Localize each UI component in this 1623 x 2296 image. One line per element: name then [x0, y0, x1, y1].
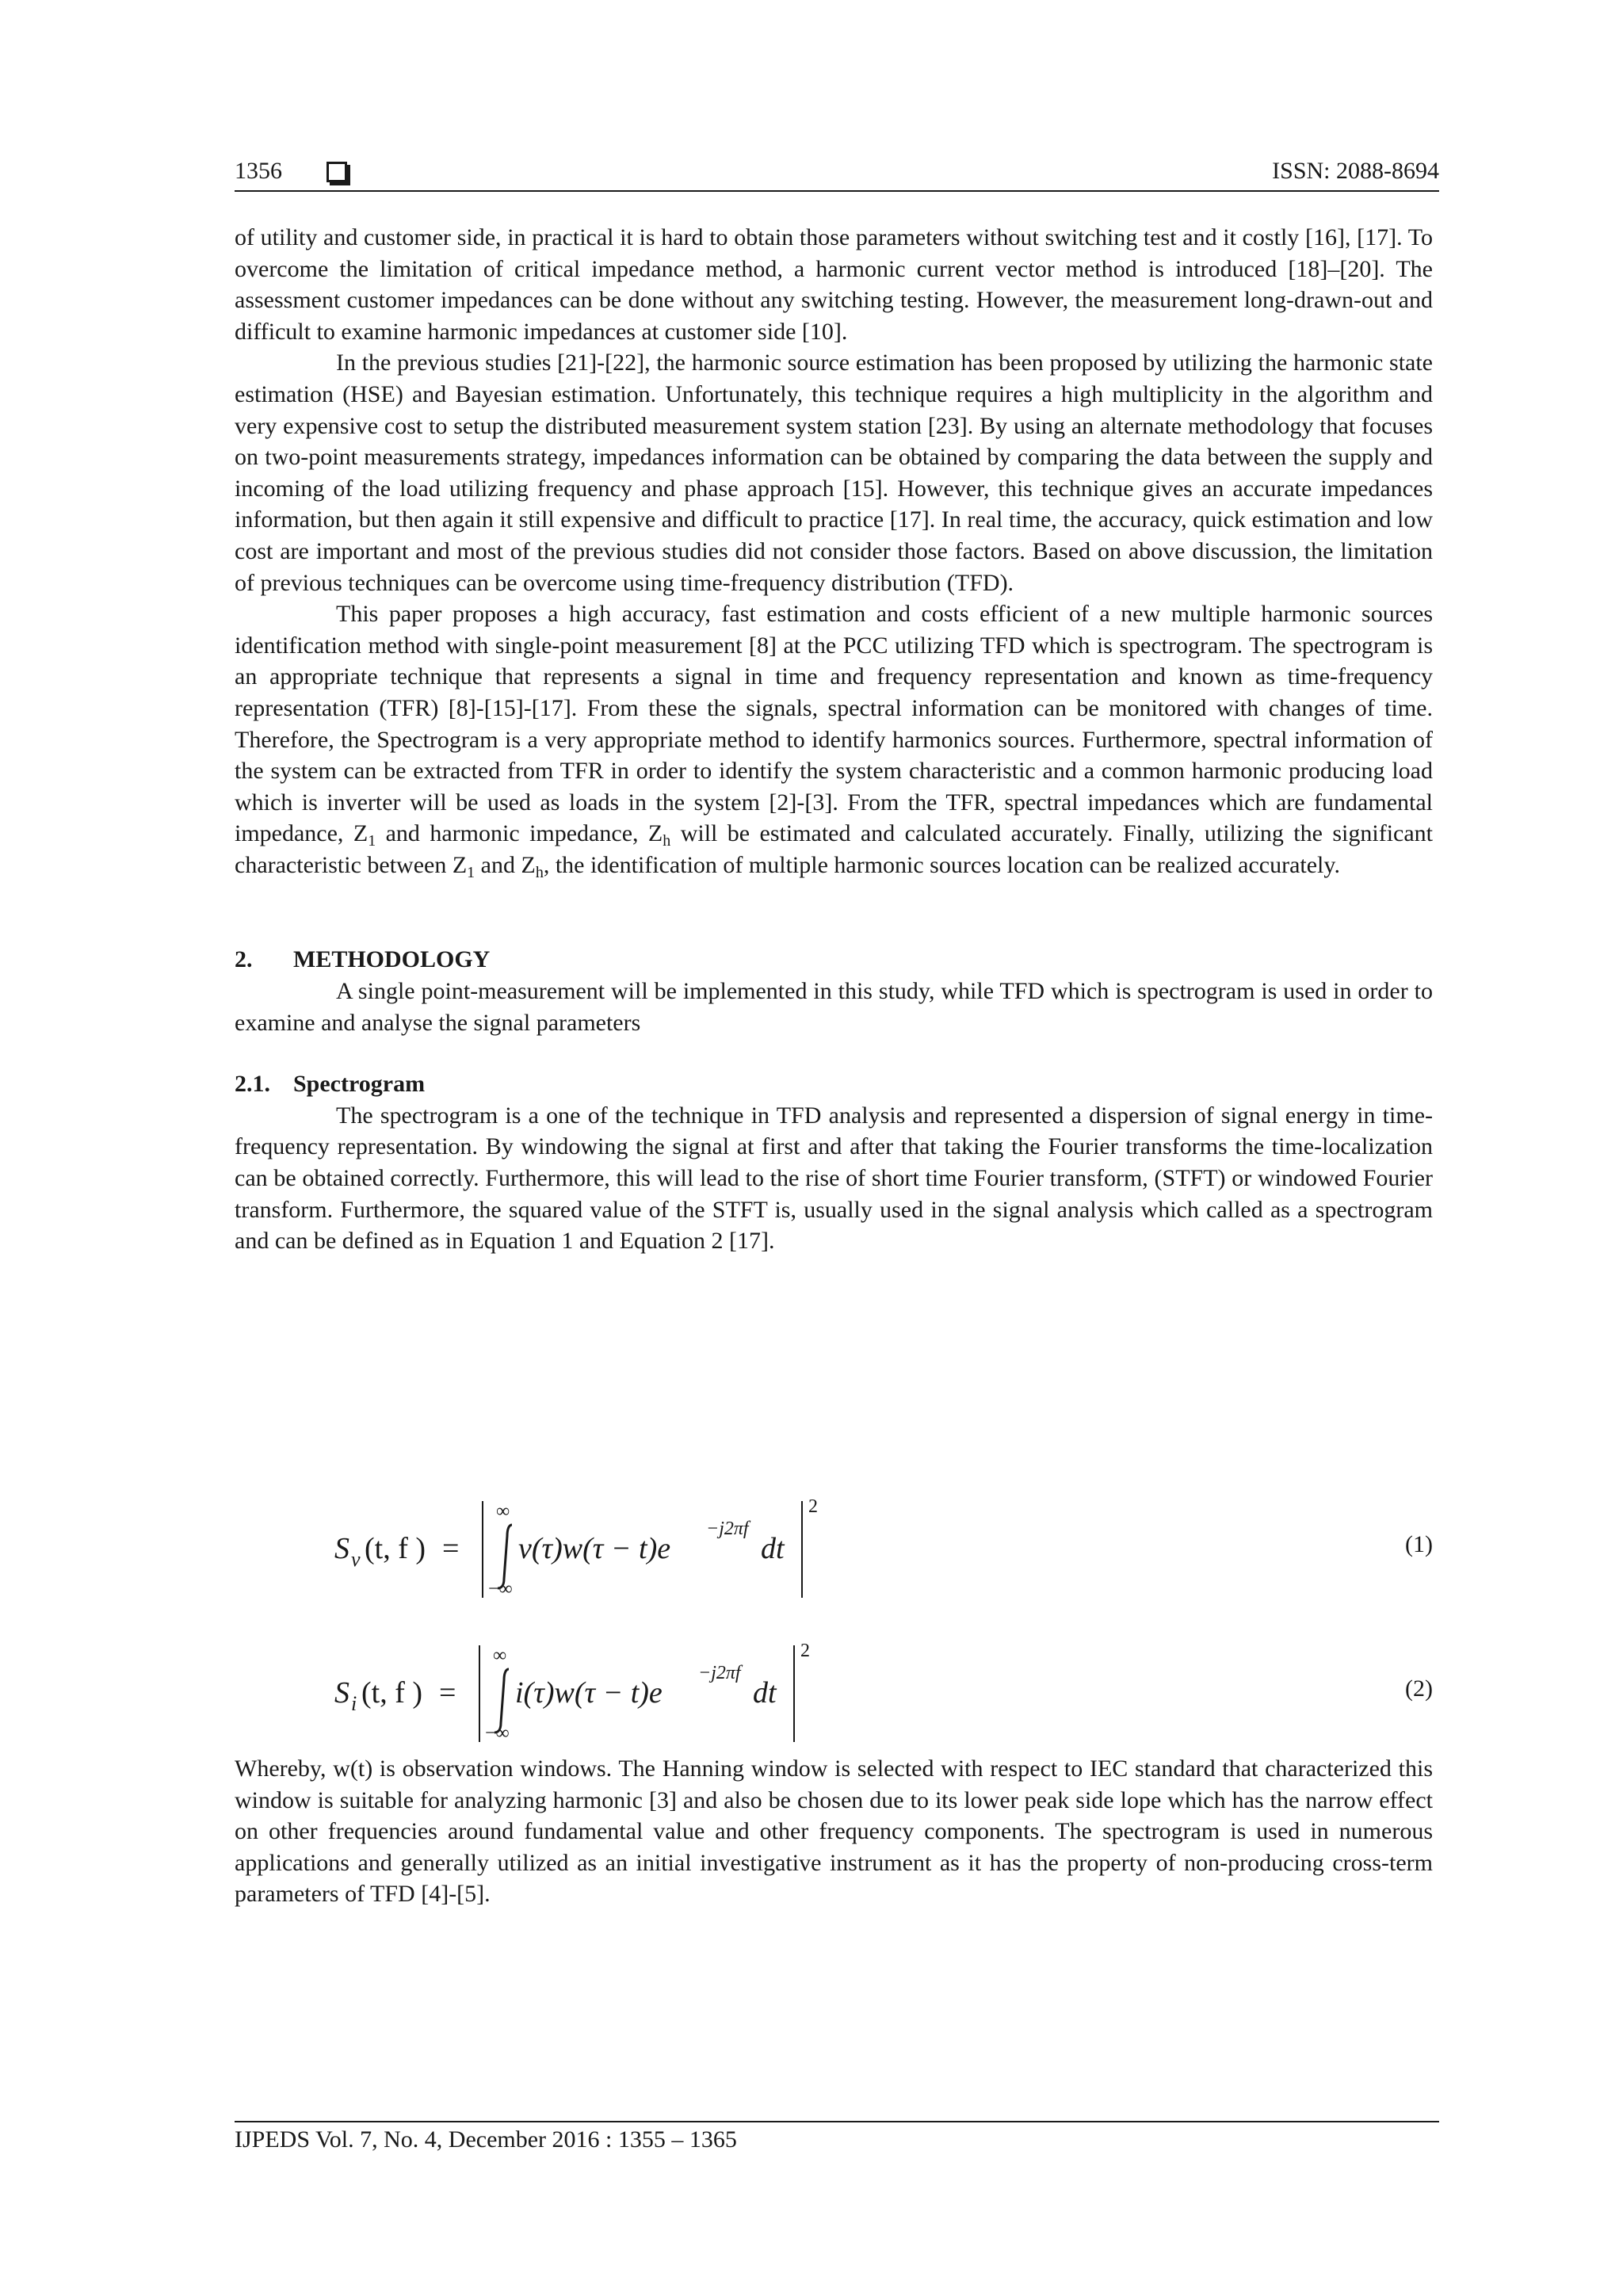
paragraph-3: This paper proposes a high accuracy, fast estimation and costs efficient of a new multiple harmonic sources identification method with single-point measurement [8] at the PCC utilizing TFD which is spectrogram. The spectrogram is an appropriate technique that represents a signal in time and frequency representation and known as time-frequency representation (TFR) [8]-[15]-[17]. From these the signals, spectral information can be monitored with changes of time. Therefore, the Spectrogram is a very appropriate method to identify harmonics sources. Furthermore, spectral information of the system can be extracted from TFR in order to identify the system characteristic and a common harmonic producing load which is inverter will be used as loads in the system [2]-[3]. From the TFR, spectral impedances which are fundamental impedance, $Z_1$ and harmonic impedance, $Z_h$ will be estimated and calculated accurately. Finally, utilizing the significant characteristic between $Z_1$ and $Z_h$, the identification of multiple harmonic sources location can be realized accurately.	[235, 601, 1433, 881]
subsection-heading-spectrogram: 2.1. Spectrogram	[235, 1071, 426, 1098]
checkbox-square-icon	[327, 162, 347, 182]
eq1-power: 2	[808, 1496, 818, 1517]
eq1-integrand: v(τ)w(τ − t)e	[518, 1532, 671, 1565]
eq1-equals: =	[442, 1532, 460, 1565]
eq1-lower-limit: −∞	[488, 1579, 513, 1599]
eq1-symbol-s: S	[334, 1532, 349, 1565]
eq2-power: 2	[800, 1641, 810, 1661]
page-number: 1356	[235, 158, 282, 184]
issn-label: ISSN: 2088-8694	[1272, 158, 1439, 184]
footer-rule	[235, 2121, 1439, 2122]
body-text-bottom	[235, 1753, 1433, 1910]
eq1-dt: dt	[761, 1532, 785, 1565]
section-heading-methodology: 2. METHODOLOGY	[235, 946, 491, 973]
paragraph-1: of utility and customer side, in practical it is hard to obtain those parameters without switching test and it costly [16], [17]. To overcome the limitation of critical impedance method, a harmonic current vector method is introduced [18]–[20]. The assessment customer impedances can be done without any switching testing. However, the measurement long-drawn-out and difficult to examine harmonic impedances at customer side [10].	[235, 224, 1433, 345]
eq2-exponent: −j2πf	[698, 1663, 741, 1683]
paragraph-2: In the previous studies [21]-[22], the harmonic source estimation has been proposed by utilizing the harmonic state estimation (HSE) and Bayesian estimation. Unfortunately, this technique requires a high multiplicity in the algorithm and very expensive cost to setup the distributed measurement system station [23]. By using an alternate methodology that focuses on two-point measurements strategy, impedances information can be obtained by comparing the data between the supply and incoming of the load utilizing frequency and phase approach [15]. However, this technique gives an accurate impedances information, but then again it still expensive and difficult to practice [17]. In real time, the accuracy, quick estimation and low cost are important and most of the previous studies did not consider those factors. Based on above discussion, the limitation of previous techniques can be overcome using time-frequency distribution (TFD).	[235, 350, 1433, 596]
equation-1	[235, 1490, 1433, 1601]
eq2-equals: =	[439, 1676, 456, 1710]
eq2-upper-limit: ∞	[493, 1645, 507, 1666]
equation-2-formula	[235, 1634, 1433, 1745]
paragraph-4: A single point-measurement will be implemented in this study, while TFD which is spectrogram is used in order to examine and analyse the signal parameters	[235, 978, 1433, 1036]
eq1-exponent: −j2πf	[706, 1519, 749, 1539]
eq1-upper-limit: ∞	[496, 1501, 510, 1522]
eq2-subscript: i	[351, 1692, 357, 1715]
eq2-symbol-s: S	[334, 1676, 349, 1710]
running-footer: IJPEDS Vol. 7, No. 4, December 2016 : 1355 – 1365	[235, 2126, 737, 2153]
eq2-lower-limit: −∞	[485, 1723, 510, 1744]
body-text-top	[235, 222, 1433, 1257]
eq2-dt: dt	[753, 1676, 777, 1710]
paragraph-6: Whereby, w(t) is observation windows. The Hanning window is selected with respect to IEC standard that characterized this window is suitable for analyzing harmonic [3] and also be chosen due to its lower peak side lope which has the narrow effect on other frequencies around fundamental value and other frequency components. The spectrogram is used in numerous applications and generally utilized as an initial investigative instrument as it has the property of non-producing cross-term parameters of TFD [4]-[5].	[235, 1755, 1433, 1908]
eq2-args: (t, f )	[361, 1676, 423, 1710]
equation-1-number: (1)	[1405, 1531, 1433, 1557]
equation-2	[235, 1634, 1433, 1745]
equation-2-number: (2)	[1405, 1675, 1433, 1702]
equation-1-formula	[235, 1490, 1433, 1601]
paragraph-5: The spectrogram is a one of the technique in TFD analysis and represented a dispersion of signal energy in time-frequency representation. By windowing the signal at first and after that taking the Fourier transforms the time-localization can be obtained correctly. Furthermore, this will lead to the rise of short time Fourier transform, (STFT) or windowed Fourier transform. Furthermore, the squared value of the STFT is, usually used in the signal analysis which called as a spectrogram and can be defined as in Equation 1 and Equation 2 [17].	[235, 1102, 1433, 1255]
eq1-args: (t, f )	[365, 1532, 426, 1565]
eq2-integrand: i(τ)w(τ − t)e	[515, 1676, 663, 1710]
eq1-subscript: v	[351, 1548, 361, 1571]
header-rule	[235, 190, 1439, 192]
